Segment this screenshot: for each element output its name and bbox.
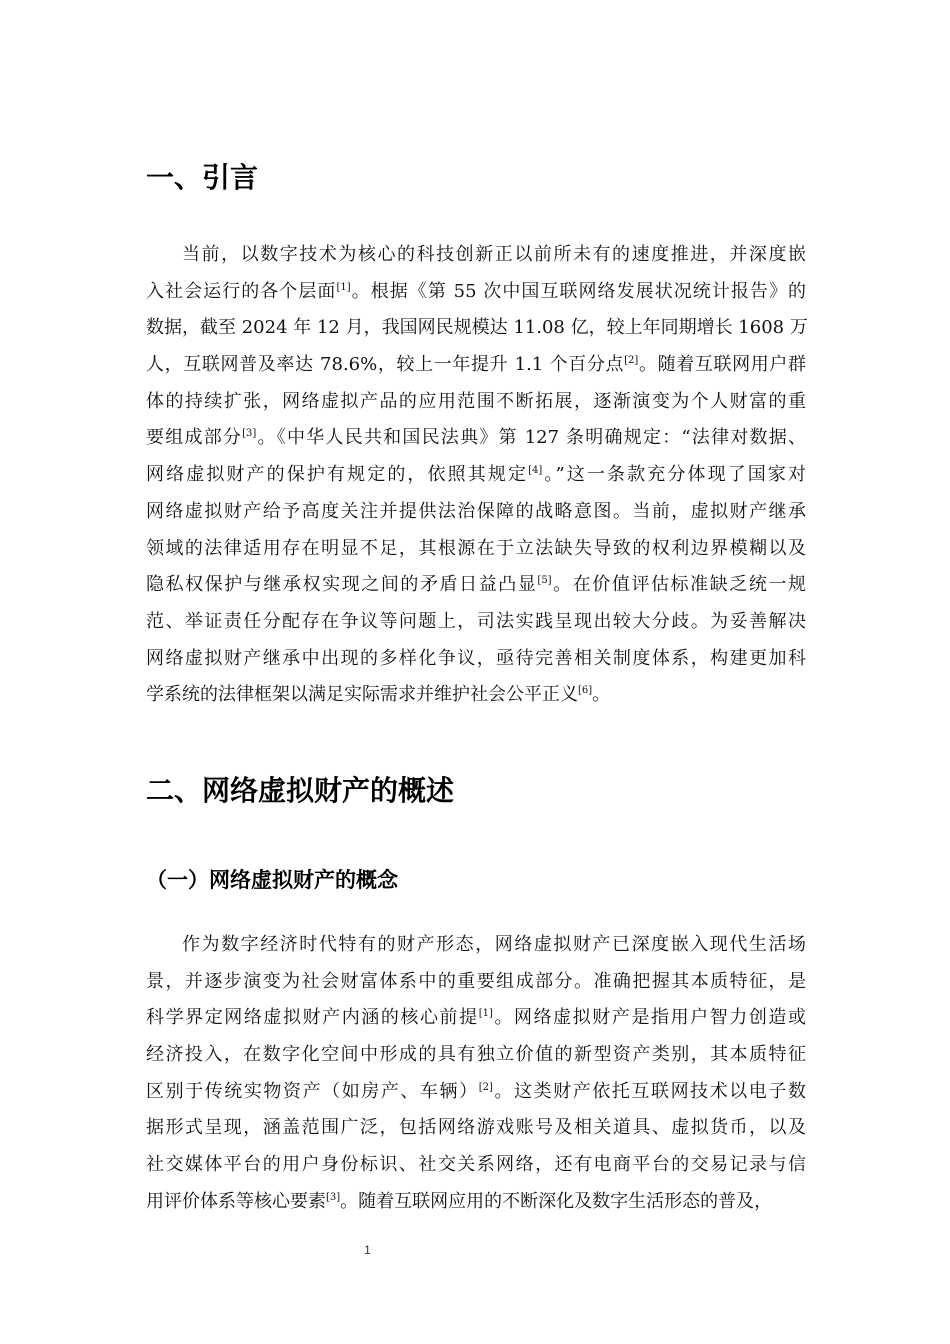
section-heading-introduction: 一、引言 <box>146 161 259 194</box>
text-run: 。网络虚拟财产是指用户智力创造或 <box>492 1007 807 1029</box>
text-run: 科学界定网络虚拟财产内涵的核心前提 <box>146 1007 479 1029</box>
text-line <box>146 420 806 457</box>
citation-marker: [4] <box>528 465 543 477</box>
concept-paragraph <box>146 927 806 1221</box>
text-run: 用评价体系等核心要素 <box>146 1190 326 1212</box>
text-run: 。随着互联网应用的不断深化及数字生活形态的普及， <box>340 1190 773 1212</box>
text-line <box>146 347 806 384</box>
citation-marker: [2] <box>478 1081 493 1093</box>
subsection-heading-concept: （一）网络虚拟财产的概念 <box>146 868 398 892</box>
text-run: 。在价值评估标准缺乏统一规 <box>551 574 807 596</box>
text-run: 范、举证责任分配存在争议等问题上，司法实践呈现出较大分歧。为妥善解决 <box>146 610 806 632</box>
text-run: 区别于传统实物资产（如房产、车辆） <box>146 1080 479 1102</box>
text-line <box>146 384 806 421</box>
introduction-paragraph <box>146 237 806 714</box>
text-run: 。根据《第 55 次中国互联网络发展状况统计报告》的 <box>350 280 806 302</box>
page-number: 1 <box>364 1243 371 1257</box>
text-run: 当前，以数字技术为核心的科技创新正以前所未有的速度推进，并深度嵌 <box>182 244 806 265</box>
citation-marker: [1] <box>336 281 351 293</box>
text-run: 据形式呈现，涵盖范围广泛，包括网络游戏账号及相关道具、虚拟货币，以及 <box>146 1117 806 1139</box>
text-line <box>146 567 806 604</box>
text-line <box>146 1184 806 1221</box>
text-run: 网络虚拟财产的保护有规定的，依照其规定 <box>146 464 529 486</box>
text-run: 网络虚拟财产继承中出现的多样化争议，亟待完善相关制度体系，构建更加科 <box>146 647 806 669</box>
citation-marker: [3] <box>326 1191 341 1203</box>
text-line <box>146 641 806 678</box>
text-run: 经济投入，在数字化空间中形成的具有独立价值的新型资产类别，其本质特征 <box>146 1044 806 1066</box>
text-run: 。”这一条款充分体现了国家对 <box>542 464 807 486</box>
citation-marker: [5] <box>537 575 552 587</box>
text-run: 要组成部分 <box>146 427 243 449</box>
text-run: 数据，截至 2024 年 12 月，我国网民规模达 11.08 亿，较上年同期增长 1608 万 <box>146 317 808 339</box>
text-line <box>146 1000 806 1037</box>
text-line <box>146 1037 806 1074</box>
text-run: 。 <box>592 684 611 706</box>
text-run: 入社会运行的各个层面 <box>146 280 337 302</box>
text-run: 社交媒体平台的用户身份标识、社交关系网络，还有电商平台的交易记录与信 <box>146 1154 806 1176</box>
text-run: 。《中华人民共和国民法典》第 127 条明确规定：“法律对数据、 <box>256 427 807 449</box>
citation-marker: [3] <box>242 428 257 440</box>
text-run: 作为数字经济时代特有的财产形态，网络虚拟财产已深度嵌入现代生活场 <box>182 934 806 955</box>
text-run: 学系统的法律框架以满足实际需求并维护社会公平正义 <box>146 684 578 706</box>
text-run: 景，并逐步演变为社会财富体系中的重要组成部分。准确把握其本质特征，是 <box>146 970 806 992</box>
citation-marker: [1] <box>478 1008 493 1020</box>
text-run: 隐私权保护与继承权实现之间的矛盾日益凸显 <box>146 574 538 596</box>
text-line <box>146 1110 806 1147</box>
text-run: 。随着互联网用户群 <box>638 354 806 376</box>
text-line <box>146 604 806 641</box>
text-run: 。这类财产依托互联网技术以电子数 <box>492 1080 807 1102</box>
text-line <box>146 457 806 494</box>
text-line <box>146 237 806 274</box>
citation-marker: [6] <box>578 685 593 697</box>
text-run: 领域的法律适用存在明显不足，其根源在于立法缺失导致的权利边界模糊以及 <box>146 537 806 559</box>
text-run: 网络虚拟财产给予高度关注并提供法治保障的战略意图。当前，虚拟财产继承 <box>146 500 806 522</box>
text-run: 体的持续扩张，网络虚拟产品的应用范围不断拓展，逐渐演变为个人财富的重 <box>146 390 806 412</box>
text-line <box>146 677 806 714</box>
section-heading-overview: 二、网络虚拟财产的概述 <box>146 774 455 807</box>
text-line <box>146 964 806 1001</box>
text-line <box>146 494 806 531</box>
text-line <box>146 927 806 964</box>
text-line <box>146 1074 806 1111</box>
text-line <box>146 274 806 311</box>
text-line <box>146 531 806 568</box>
citation-marker: [2] <box>624 355 639 367</box>
text-line <box>146 310 806 347</box>
text-line <box>146 1147 806 1184</box>
text-run: 人，互联网普及率达 78.6%，较上一年提升 1.1 个百分点 <box>146 354 625 376</box>
